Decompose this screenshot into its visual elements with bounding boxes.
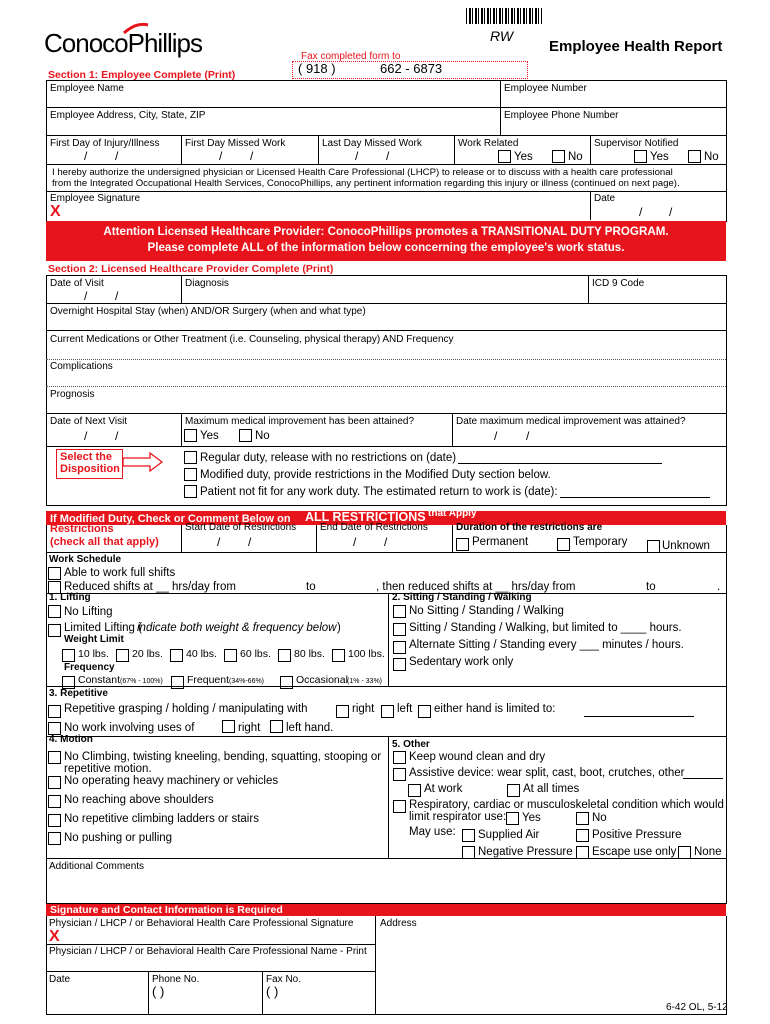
- duration-label: Duration of the restrictions are: [456, 522, 603, 533]
- disposition-modified-label: Modified duty, provide restrictions in the Modified Duty section below.: [200, 469, 551, 481]
- weight-option-checkbox[interactable]: [116, 649, 129, 662]
- check-all-label: (check all that apply): [50, 536, 159, 548]
- employee-phone-field[interactable]: [502, 122, 724, 134]
- other-opt1-checkbox[interactable]: [393, 751, 406, 764]
- freq-frequent-checkbox[interactable]: [171, 676, 184, 689]
- all-times-checkbox[interactable]: [507, 784, 520, 797]
- motion-opt5-checkbox[interactable]: [48, 832, 61, 845]
- motion-opt1-label-cont: repetitive motion.: [64, 763, 152, 775]
- mmi-yes-checkbox[interactable]: [184, 429, 197, 442]
- reduced-period: .: [717, 581, 721, 593]
- duration-temporary-checkbox[interactable]: [557, 538, 570, 551]
- diagnosis-label: Diagnosis: [185, 278, 229, 289]
- respirator-no-checkbox[interactable]: [576, 812, 589, 825]
- attention-line2: Please complete ALL of the information below concerning the employee's work status.: [147, 241, 625, 254]
- full-shifts-checkbox[interactable]: [48, 567, 61, 580]
- sitting-opt2-label: Sitting / Standing / Walking, but limited to ____ hours.: [409, 622, 682, 634]
- other-opt3-label-cont: limit respirator use:: [409, 811, 507, 823]
- sitting-opt1-label: No Sitting / Standing / Walking: [409, 605, 564, 617]
- limited-lifting-close: ): [337, 622, 341, 634]
- employee-number-label: Employee Number: [504, 83, 587, 94]
- sitting-opt1-checkbox[interactable]: [393, 605, 406, 618]
- regular-date-line[interactable]: [458, 463, 662, 464]
- fax-number: 662 - 6873: [380, 61, 443, 76]
- duration-unknown-label: Unknown: [662, 540, 710, 552]
- other-opt2-label: Assistive device: wear split, cast, boot, crutches, other: [409, 767, 685, 779]
- complications-label: Complications: [50, 361, 113, 372]
- employee-signature-field[interactable]: [66, 204, 588, 219]
- grasp-checkbox[interactable]: [48, 705, 61, 718]
- date-slash: /: [248, 535, 252, 549]
- date-slash: /: [384, 535, 388, 549]
- weight-option-label: 60 lbs.: [240, 648, 271, 660]
- additional-comments-label: Additional Comments: [49, 861, 145, 872]
- sign-here-mark: X: [50, 203, 61, 220]
- no-work-right-label: right: [238, 722, 261, 734]
- employee-name-label: Employee Name: [50, 83, 124, 94]
- frequency-label: Frequency: [64, 662, 115, 673]
- select-disposition-line1: Select the: [60, 451, 112, 463]
- attention-line1: Attention Licensed Healthcare Provider: ConocoPhillips promotes a TRANSITIONAL DUTY PROGRAM.: [103, 225, 669, 238]
- grasp-either-checkbox[interactable]: [418, 705, 431, 718]
- mmi-no-checkbox[interactable]: [239, 429, 252, 442]
- no-work-uses-label: No work involving uses of: [64, 722, 195, 734]
- grasp-left-checkbox[interactable]: [381, 705, 394, 718]
- mmi-no-label: No: [255, 430, 270, 442]
- date-slash: /: [217, 535, 221, 549]
- physician-sign-mark: X: [49, 928, 60, 945]
- escape-use-label: Escape use only: [592, 846, 677, 858]
- employee-name-field[interactable]: [47, 95, 499, 106]
- select-disposition-line2: Disposition: [60, 463, 120, 475]
- reduced-then-label: , then reduced shifts at __ hrs/day from: [376, 581, 576, 593]
- date-slash: /: [526, 429, 530, 443]
- first-day-injury-label: First Day of Injury/Illness: [50, 138, 160, 149]
- modified-duty-band-text: If Modified Duty, Check or Comment Below on: [50, 513, 291, 525]
- employee-phone-label: Employee Phone Number: [504, 110, 619, 121]
- other-opt2-checkbox[interactable]: [393, 768, 406, 781]
- arrow-right-icon: [122, 451, 164, 473]
- date-slash: /: [84, 149, 88, 163]
- last-day-missed-label: Last Day Missed Work: [322, 138, 422, 149]
- other-opt1-label: Keep wound clean and dry: [409, 751, 546, 763]
- disposition-regular-label: Regular duty, release with no restrictions on (date): [200, 452, 457, 464]
- weight-option-checkbox[interactable]: [62, 649, 75, 662]
- weight-option-checkbox[interactable]: [224, 649, 237, 662]
- modified-duty-band-suffix: that Apply: [428, 508, 477, 519]
- negative-pressure-label: Negative Pressure: [478, 846, 573, 858]
- signature-band-text: Signature and Contact Information is Required: [50, 904, 283, 916]
- form-title: Employee Health Report: [549, 38, 723, 55]
- sitting-opt4-checkbox[interactable]: [393, 658, 406, 671]
- other-opt3-label: Respiratory, cardiac or musculoskeletal condition which would: [409, 799, 724, 811]
- initials: RW: [490, 28, 514, 44]
- limited-lifting-checkbox[interactable]: [48, 624, 61, 637]
- grasp-limit-line[interactable]: [584, 716, 694, 717]
- employee-number-field[interactable]: [502, 95, 724, 106]
- freq-occasional-checkbox[interactable]: [280, 676, 293, 689]
- freq-constant-pct: (67% - 100%): [120, 678, 163, 685]
- respirator-yes-checkbox[interactable]: [506, 812, 519, 825]
- complications-field[interactable]: [47, 373, 724, 385]
- weight-option-label: 10 lbs.: [78, 648, 109, 660]
- employee-address-label: Employee Address, City, State, ZIP: [50, 110, 206, 121]
- limited-lifting-hint: indicate both weight & frequency below: [137, 622, 337, 634]
- motion-opt2-checkbox[interactable]: [48, 776, 61, 789]
- freq-frequent-pct: (34%-66%): [229, 678, 265, 685]
- motion-opt4-label: No repetitive climbing ladders or stairs: [64, 813, 259, 825]
- physician-signature-field[interactable]: [65, 930, 373, 943]
- grasp-right-checkbox[interactable]: [336, 705, 349, 718]
- start-date-label: Start Date of Restrictions: [185, 522, 297, 533]
- full-shifts-label: Able to work full shifts: [64, 567, 176, 579]
- date-slash: /: [84, 289, 88, 303]
- duration-permanent-label: Permanent: [472, 536, 529, 548]
- section1-title: Section 1: Employee Complete (Print): [48, 69, 236, 81]
- motion-opt2-label: No operating heavy machinery or vehicles: [64, 775, 279, 787]
- sitting-opt3-label: Alternate Sitting / Standing every ___ minutes / hours.: [409, 639, 684, 651]
- at-work-label: At work: [424, 783, 463, 795]
- duration-temporary-label: Temporary: [573, 536, 628, 548]
- no-work-left-label: left hand.: [286, 722, 334, 734]
- grasp-right-label: right: [352, 703, 375, 715]
- work-related-yes-label: Yes: [514, 151, 533, 163]
- grasp-left-label: left: [397, 703, 413, 715]
- freq-occasional-label: Occasional: [296, 674, 348, 686]
- no-work-right-checkbox[interactable]: [222, 720, 235, 733]
- no-lifting-checkbox[interactable]: [48, 605, 61, 618]
- signature-date-label: Date: [594, 193, 616, 204]
- footer-date-field[interactable]: [47, 986, 147, 1013]
- weight-option-label: 40 lbs.: [186, 648, 217, 660]
- work-related-label: Work Related: [458, 138, 519, 149]
- motion-opt1-label: No Climbing, twisting kneeling, bending, squatting, stooping or: [64, 751, 382, 763]
- date-slash: /: [386, 149, 390, 163]
- mmi-yes-label: Yes: [200, 430, 219, 442]
- none-label: None: [694, 846, 722, 858]
- first-day-missed-label: First Day Missed Work: [185, 138, 286, 149]
- mmi-date-label: Date maximum medical improvement was attained?: [456, 416, 686, 427]
- limited-lifting-label: Limited Lifting (: [64, 622, 142, 634]
- repetitive-title: 3. Repetitive: [49, 688, 108, 699]
- physician-name-label: Physician / LHCP / or Behavioral Health Care Professional Name - Print: [49, 946, 367, 957]
- date-slash: /: [353, 535, 357, 549]
- form-number: 6-42 OL, 5-12: [666, 1002, 728, 1013]
- weight-option-checkbox[interactable]: [278, 649, 291, 662]
- grasp-either-label: either hand is limited to:: [434, 703, 556, 715]
- physician-name-field[interactable]: [47, 958, 374, 970]
- modified-duty-band-emphasis: ALL RESTRICTIONS: [305, 510, 426, 524]
- weight-option-label: 100 lbs.: [348, 648, 385, 660]
- medications-label: Current Medications or Other Treatment (i.e. Counseling, physical therapy) AND Frequency: [50, 334, 454, 345]
- next-visit-label: Date of Next Visit: [50, 416, 128, 427]
- supplied-air-label: Supplied Air: [478, 829, 540, 841]
- freq-frequent-label: Frequent: [187, 674, 230, 686]
- work-related-yes-checkbox[interactable]: [498, 150, 511, 163]
- no-work-left-checkbox[interactable]: [270, 720, 283, 733]
- footer-date-label: Date: [49, 974, 71, 985]
- motion-title: 4. Motion: [49, 734, 93, 745]
- freq-constant-label: Constant: [78, 674, 121, 686]
- fax-area: ( 918 ): [298, 61, 336, 76]
- disposition-not-fit-checkbox[interactable]: [184, 485, 197, 498]
- motion-opt3-label: No reaching above shoulders: [64, 794, 214, 806]
- motion-opt3-checkbox[interactable]: [48, 795, 61, 808]
- phone-label: Phone No.: [152, 974, 200, 985]
- supplied-air-checkbox[interactable]: [462, 829, 475, 842]
- supervisor-no-label: No: [704, 151, 719, 163]
- weight-limit-label: Weight Limit: [64, 634, 124, 645]
- logo-text: ConocoPhillips: [44, 28, 202, 58]
- sitting-opt4-label: Sedentary work only: [409, 656, 514, 668]
- employee-address-field[interactable]: [47, 122, 499, 134]
- section2-title: Section 2: Licensed Healthcare Provider Complete (Print): [48, 263, 334, 275]
- assistive-other-line[interactable]: [683, 778, 723, 779]
- all-times-label: At all times: [523, 783, 580, 795]
- return-date-line[interactable]: [560, 497, 710, 498]
- sitting-opt2-checkbox[interactable]: [393, 623, 406, 636]
- grasp-label: Repetitive grasping / holding / manipulating with: [64, 703, 308, 715]
- supervisor-notified-label: Supervisor Notified: [594, 138, 679, 149]
- weight-option-label: 20 lbs.: [132, 648, 163, 660]
- supervisor-no-checkbox[interactable]: [688, 150, 701, 163]
- other-opt3-checkbox[interactable]: [393, 800, 406, 813]
- date-slash: /: [494, 429, 498, 443]
- address-field[interactable]: [377, 930, 724, 1013]
- motion-opt5-label: No pushing or pulling: [64, 832, 173, 844]
- date-slash: /: [115, 289, 119, 303]
- overnight-field[interactable]: [47, 318, 724, 329]
- date-slash: /: [115, 149, 119, 163]
- additional-comments-field[interactable]: [47, 874, 724, 902]
- duration-permanent-checkbox[interactable]: [456, 538, 469, 551]
- weight-option-label: 80 lbs.: [294, 648, 325, 660]
- positive-pressure-label: Positive Pressure: [592, 829, 682, 841]
- weight-option-checkbox[interactable]: [332, 649, 345, 662]
- end-date-label: End Date of Restrictions: [320, 522, 428, 533]
- work-related-no-checkbox[interactable]: [552, 150, 565, 163]
- phone-parens[interactable]: ( ): [152, 984, 165, 999]
- physician-signature-label: Physician / LHCP / or Behavioral Health Care Professional Signature: [49, 918, 354, 929]
- employee-signature-label: Employee Signature: [50, 193, 141, 204]
- reduced-shifts-label: Reduced shifts at __ hrs/day from: [64, 581, 236, 593]
- work-schedule-label: Work Schedule: [49, 554, 122, 565]
- at-work-checkbox[interactable]: [408, 784, 421, 797]
- reduced2-to-label: to: [646, 581, 656, 593]
- overnight-label: Overnight Hospital Stay (when) AND/OR Surgery (when and what type): [50, 306, 366, 317]
- date-slash: /: [355, 149, 359, 163]
- barcode: [466, 8, 542, 24]
- lifting-title: 1. Lifting: [49, 592, 91, 603]
- authorization-text: from the Integrated Occupational Health Services, ConocoPhillips, any pertinent information regarding this injury or illness (continued on next page).: [52, 178, 680, 189]
- fax-parens[interactable]: ( ): [266, 984, 279, 999]
- other-title: 5. Other: [392, 739, 430, 750]
- prognosis-label: Prognosis: [50, 389, 95, 400]
- fax-label: Fax completed form to: [301, 51, 401, 62]
- reduced-to-label: to: [306, 581, 316, 593]
- positive-pressure-checkbox[interactable]: [576, 829, 589, 842]
- mmi-label: Maximum medical improvement has been attained?: [185, 416, 414, 427]
- disposition-modified-checkbox[interactable]: [184, 468, 197, 481]
- date-slash: /: [219, 149, 223, 163]
- date-slash: /: [115, 429, 119, 443]
- address-label: Address: [380, 918, 417, 929]
- authorization-text: I hereby authorize the undersigned physician or Licensed Health Care Professional (LHCP) to release or to discuss with a health care professional: [52, 167, 673, 178]
- weight-option-checkbox[interactable]: [170, 649, 183, 662]
- fax-no-label: Fax No.: [266, 974, 302, 985]
- motion-opt1-checkbox[interactable]: [48, 751, 61, 764]
- date-of-visit-label: Date of Visit: [50, 278, 104, 289]
- prognosis-field[interactable]: [47, 401, 724, 412]
- supervisor-yes-checkbox[interactable]: [634, 150, 647, 163]
- diagnosis-field[interactable]: [183, 290, 587, 302]
- respirator-yes-label: Yes: [522, 812, 541, 824]
- medications-field[interactable]: [47, 346, 724, 358]
- may-use-label: May use:: [409, 826, 456, 838]
- work-related-no-label: No: [568, 151, 583, 163]
- supervisor-yes-label: Yes: [650, 151, 669, 163]
- date-slash: /: [250, 149, 254, 163]
- motion-opt4-checkbox[interactable]: [48, 814, 61, 827]
- icd9-label: ICD 9 Code: [592, 278, 645, 289]
- disposition-regular-checkbox[interactable]: [184, 451, 197, 464]
- icd9-field[interactable]: [590, 290, 724, 302]
- no-lifting-label: No Lifting: [64, 606, 113, 618]
- date-slash: /: [84, 429, 88, 443]
- date-slash: /: [639, 205, 643, 219]
- sitting-opt3-checkbox[interactable]: [393, 641, 406, 654]
- restrictions-label: Restrictions: [50, 523, 114, 535]
- date-slash: /: [669, 205, 673, 219]
- freq-occasional-pct: (1% - 33%): [347, 678, 383, 685]
- sitting-title: 2. Sitting / Standing / Walking: [392, 592, 532, 603]
- respirator-no-label: No: [592, 812, 607, 824]
- disposition-not-fit-label: Patient not fit for any work duty. The estimated return to work is (date):: [200, 486, 558, 498]
